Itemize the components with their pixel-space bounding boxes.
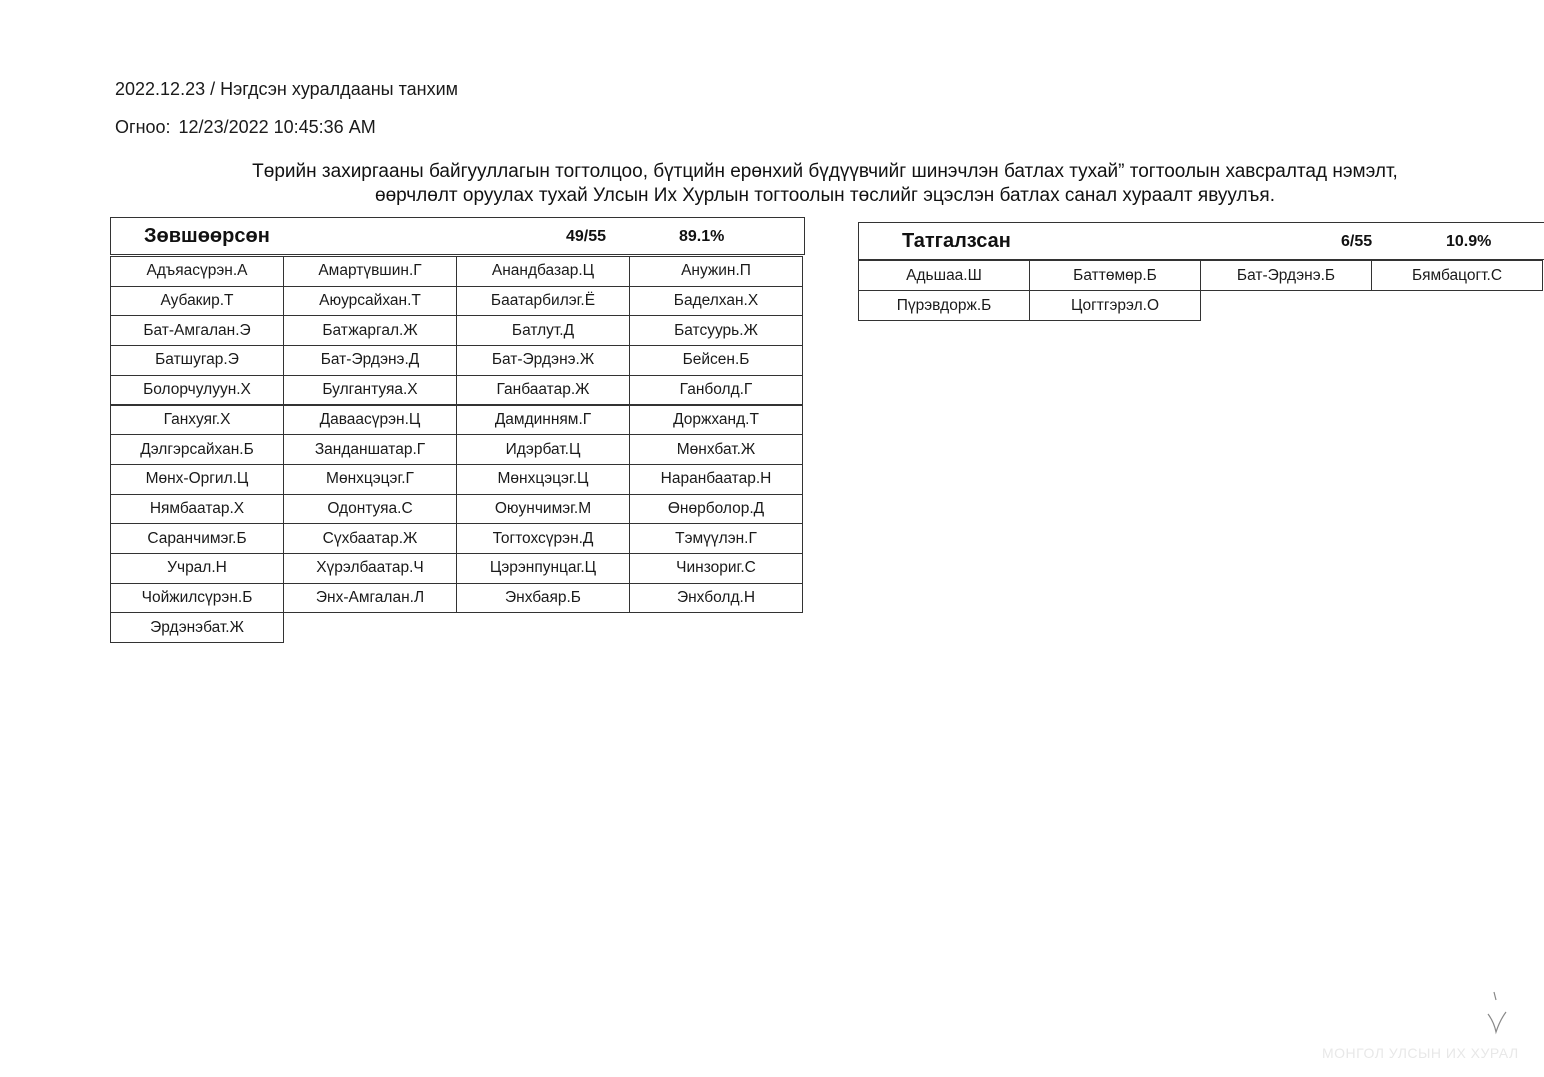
approved-name-cell: Бейсен.Б: [629, 345, 803, 376]
approved-name-cell: Чойжилсүрэн.Б: [110, 583, 284, 614]
approved-name-cell: Адъяасүрэн.А: [110, 256, 284, 287]
approved-name-cell: Хүрэлбаатар.Ч: [283, 553, 457, 584]
approved-name-cell: Болорчулуун.Х: [110, 375, 284, 406]
session-title: 2022.12.23 / Нэгдсэн хуралдааны танхим: [115, 79, 459, 99]
approved-name-cell: Идэрбат.Ц: [456, 434, 630, 465]
approved-name-cell: Бат-Амгалан.Э: [110, 315, 284, 346]
approved-name-cell: Сүхбаатар.Ж: [283, 523, 457, 554]
approved-name-cell: Мөнхцэцэг.Г: [283, 464, 457, 495]
approved-name-cell: Тэмүүлэн.Г: [629, 523, 803, 554]
approved-count: 49/55: [566, 228, 607, 245]
rejected-header: [858, 222, 1544, 260]
approved-name-cell: Батшугар.Э: [110, 345, 284, 376]
watermark-stamp: МОНГОЛ УЛСЫН ИХ ХУРАЛ: [1322, 1045, 1519, 1061]
rejected-name-cell: Пүрэвдорж.Б: [858, 290, 1030, 321]
date-label: Огноо:: [115, 117, 171, 137]
approved-name-cell: Эрдэнэбат.Ж: [110, 612, 284, 643]
approved-name-cell: Дамдинням.Г: [456, 405, 630, 436]
approved-name-cell: Доржханд.Т: [629, 405, 803, 436]
vote-date: [115, 117, 376, 138]
approved-name-cell: Ганболд.Г: [629, 375, 803, 406]
approved-name-cell: Наранбаатар.Н: [629, 464, 803, 495]
approved-name-cell: Батжаргал.Ж: [283, 315, 457, 346]
date-value: 12/23/2022 10:45:36 AM: [178, 117, 376, 137]
rejected-name-cell: Цогтгэрэл.О: [1029, 290, 1201, 321]
approved-name-cell: Энхболд.Н: [629, 583, 803, 614]
motion-line-1: Төрийн захиргааны байгууллагын тогтолцоо, бүтцийн ерөнхий бүдүүвчийг шинэчлэн батлах тухай” тогтоолын хавсралтад нэмэлт,: [252, 161, 1398, 182]
motion-line-2: өөрчлөлт оруулах тухай Улсын Их Хурлын тогтоолын төслийг эцэслэн батлах санал хураалт явуулъя.: [375, 185, 1275, 206]
approved-name-cell: Баделхан.Х: [629, 286, 803, 317]
rejected-count: 6/55: [1341, 233, 1373, 250]
approved-percent: 89.1%: [679, 228, 725, 245]
approved-name-cell: Одонтуяа.С: [283, 494, 457, 525]
rejected-percent: 10.9%: [1446, 233, 1492, 250]
approved-name-cell: Мөнх-Оргил.Ц: [110, 464, 284, 495]
approved-name-cell: Дэлгэрсайхан.Б: [110, 434, 284, 465]
approved-header: [110, 217, 805, 255]
approved-title: Зөвшөөрсөн: [144, 225, 270, 247]
approved-name-cell: Аубакир.Т: [110, 286, 284, 317]
approved-name-cell: Өнөрболор.Д: [629, 494, 803, 525]
rejected-title: Татгалзсан: [902, 230, 1011, 252]
approved-name-cell: Нямбаатар.Х: [110, 494, 284, 525]
approved-name-cell: Амартүвшин.Г: [283, 256, 457, 287]
approved-name-cell: Энхбаяр.Б: [456, 583, 630, 614]
approved-name-cell: Анандбазар.Ц: [456, 256, 630, 287]
approved-name-cell: Энх-Амгалан.Л: [283, 583, 457, 614]
rejected-name-cell: Бат-Эрдэнэ.Б: [1200, 260, 1372, 291]
approved-name-cell: Баатарбилэг.Ё: [456, 286, 630, 317]
rejected-name-cell: Бямбацогт.С: [1371, 260, 1543, 291]
rejected-name-cell: Адьшаа.Ш: [858, 260, 1030, 291]
signature-mark: [1480, 988, 1520, 1038]
approved-name-cell: Батлут.Д: [456, 315, 630, 346]
approved-name-cell: Ганбаатар.Ж: [456, 375, 630, 406]
rejected-name-cell: Баттөмөр.Б: [1029, 260, 1201, 291]
approved-name-cell: Оюунчимэг.М: [456, 494, 630, 525]
approved-name-cell: Тогтохсүрэн.Д: [456, 523, 630, 554]
approved-name-cell: Ганхуяг.Х: [110, 405, 284, 436]
approved-name-cell: Аюурсайхан.Т: [283, 286, 457, 317]
approved-name-cell: Булгантуяа.Х: [283, 375, 457, 406]
approved-name-cell: Саранчимэг.Б: [110, 523, 284, 554]
approved-name-cell: Учрал.Н: [110, 553, 284, 584]
approved-name-cell: Анужин.П: [629, 256, 803, 287]
approved-name-cell: Занданшатар.Г: [283, 434, 457, 465]
approved-name-cell: Мөнхбат.Ж: [629, 434, 803, 465]
approved-name-cell: Бат-Эрдэнэ.Д: [283, 345, 457, 376]
approved-name-cell: Чинзориг.С: [629, 553, 803, 584]
approved-name-cell: Мөнхцэцэг.Ц: [456, 464, 630, 495]
approved-name-cell: Цэрэнпунцаг.Ц: [456, 553, 630, 584]
approved-name-cell: Бат-Эрдэнэ.Ж: [456, 345, 630, 376]
motion-text: [110, 160, 1540, 208]
approved-name-cell: Батсуурь.Ж: [629, 315, 803, 346]
approved-name-cell: Даваасүрэн.Ц: [283, 405, 457, 436]
